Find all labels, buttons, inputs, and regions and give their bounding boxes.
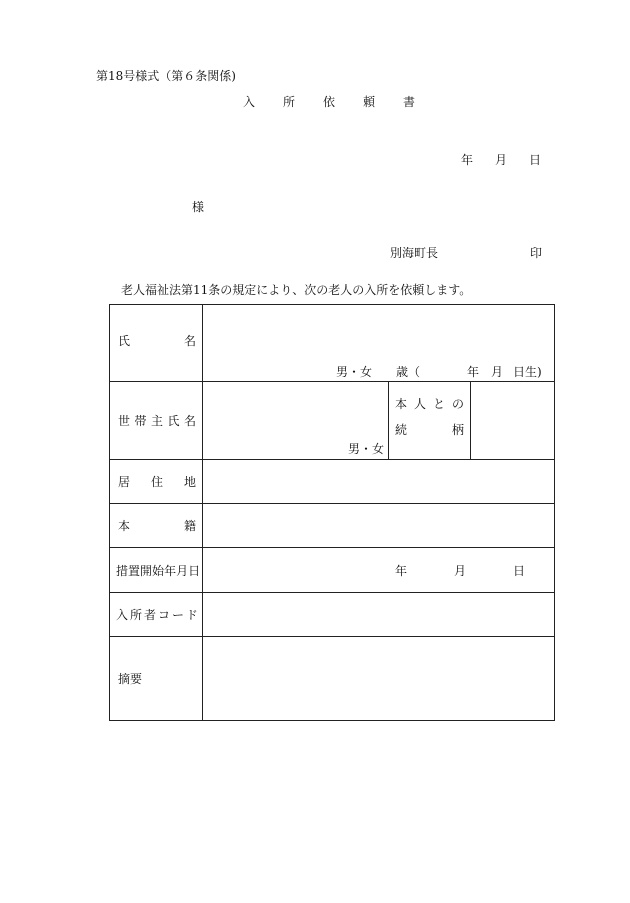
household-head-value-cell[interactable] — [203, 382, 389, 460]
name-value-cell[interactable] — [203, 305, 555, 382]
measure-month: 月 — [454, 564, 467, 578]
label-char: 者 — [143, 608, 156, 622]
label-cell — [110, 305, 203, 382]
label-char: 主 — [150, 414, 163, 428]
label-cell — [110, 382, 203, 460]
label-char: 措 — [116, 563, 129, 578]
title-char: 頼 — [362, 95, 375, 109]
label-char: 本 — [118, 519, 131, 533]
residence-value-cell[interactable] — [203, 460, 555, 504]
seal-mark: 印 — [530, 246, 543, 260]
date-year: 年 — [461, 153, 474, 167]
relation-label-line1 — [395, 395, 464, 412]
label-char: 氏 — [167, 414, 180, 428]
application-table — [109, 304, 555, 721]
table-row — [110, 637, 555, 721]
table-row — [110, 382, 555, 460]
label-cell — [110, 548, 203, 593]
label-char: 帯 — [134, 414, 147, 428]
document-title — [243, 93, 415, 110]
label-char: 地 — [183, 475, 196, 489]
measure-start-value-cell[interactable] — [203, 548, 555, 593]
label-char: 住 — [150, 475, 163, 489]
label-char: 始 — [152, 563, 165, 578]
label-char: 本 — [395, 397, 408, 411]
residence-label — [118, 473, 196, 490]
label-char: コ — [157, 608, 170, 622]
relation-value-cell[interactable] — [471, 382, 555, 460]
label-char: 人 — [413, 397, 426, 411]
label-char: 名 — [183, 333, 196, 348]
date-month: 月 — [494, 153, 507, 167]
label-char: 日 — [188, 563, 201, 578]
table-row — [110, 504, 555, 548]
title-char: 入 — [243, 95, 256, 109]
household-head-gender: 男・女 — [348, 442, 385, 456]
measure-start-label — [116, 562, 201, 579]
domicile-label — [118, 517, 196, 534]
label-char: 氏 — [118, 333, 131, 348]
label-char: 所 — [129, 608, 142, 622]
addressee-suffix: 様 — [192, 200, 205, 214]
label-char: の — [451, 397, 464, 411]
label-char: ド — [185, 608, 198, 622]
label-char: 居 — [118, 475, 131, 489]
birth-day: 日生) — [513, 365, 542, 379]
label-char: ー — [171, 608, 184, 622]
resident-code-label — [116, 606, 198, 623]
table-row — [110, 460, 555, 504]
label-char: 入 — [116, 608, 129, 622]
name-gender: 男・女 — [336, 365, 373, 379]
measure-year: 年 — [395, 564, 408, 578]
label-cell — [110, 504, 203, 548]
label-char: 世 — [118, 414, 131, 428]
issuer: 別海町長 — [390, 246, 439, 260]
measure-day: 日 — [513, 564, 526, 578]
domicile-value-cell[interactable] — [203, 504, 555, 548]
label-cell — [110, 460, 203, 504]
date-day: 日 — [528, 153, 541, 167]
title-char: 書 — [402, 95, 415, 109]
form-number: 第18号様式（第６条関係) — [96, 69, 236, 83]
label-char: 籍 — [183, 519, 196, 533]
intro-text: 老人福祉法第11条の規定により、次の老人の入所を依頼します。 — [121, 283, 472, 297]
label-char: 続 — [395, 423, 408, 437]
birth-month: 月 — [491, 365, 504, 379]
label-char: 開 — [140, 563, 153, 578]
date-line — [461, 151, 541, 168]
label-char: 月 — [176, 563, 189, 578]
relation-label-line2 — [395, 421, 464, 438]
summary-value-cell[interactable] — [203, 637, 555, 721]
label-char: 柄 — [451, 423, 464, 437]
summary-label: 摘要 — [118, 671, 143, 686]
label-char: 名 — [183, 414, 196, 428]
birth-year: 年 — [467, 365, 480, 379]
household-head-label — [118, 412, 196, 429]
table-row — [110, 305, 555, 382]
label-char: と — [432, 397, 445, 411]
title-char: 依 — [322, 95, 335, 109]
title-char: 所 — [282, 95, 295, 109]
label-cell — [110, 593, 203, 637]
age-prefix: 歳（ — [396, 365, 421, 379]
table-row — [110, 593, 555, 637]
name-label — [118, 332, 196, 349]
label-char: 年 — [164, 563, 177, 578]
resident-code-value-cell[interactable] — [203, 593, 555, 637]
label-char: 置 — [128, 563, 141, 578]
relation-label-cell — [389, 382, 471, 460]
label-cell — [110, 637, 203, 721]
table-row — [110, 548, 555, 593]
